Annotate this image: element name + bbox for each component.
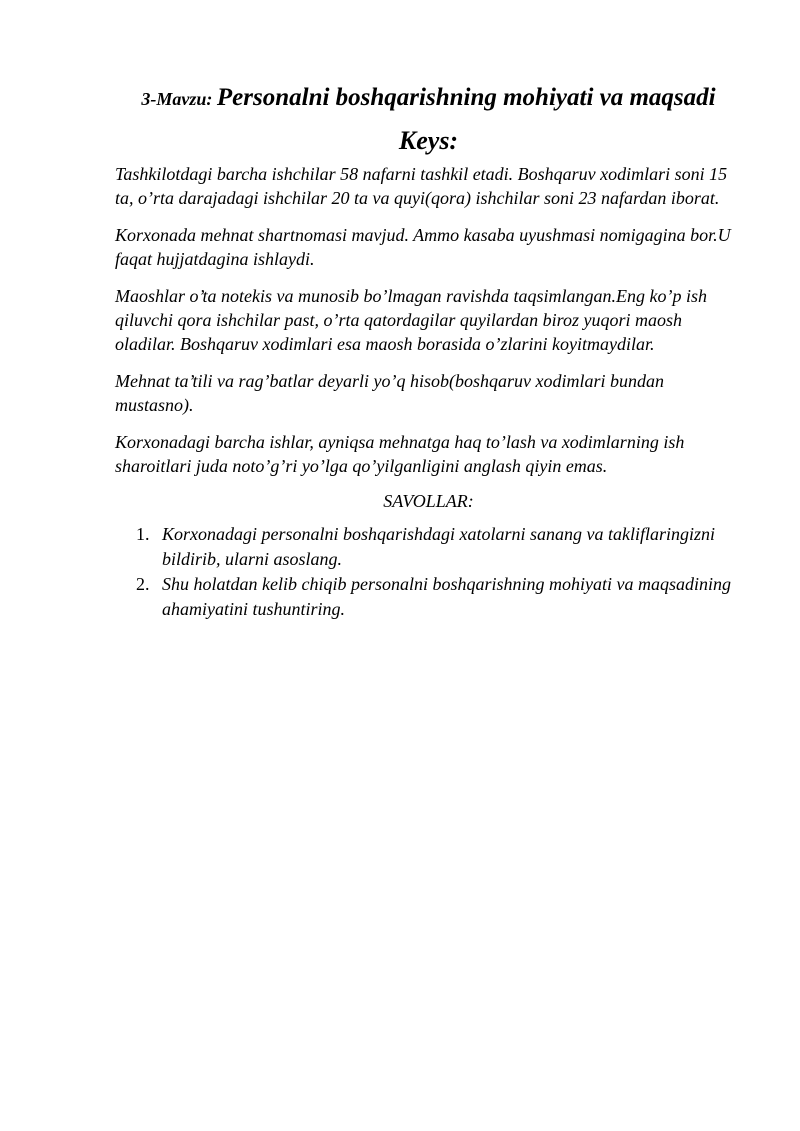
questions-list (115, 522, 742, 621)
case-paragraph: Korxonada mehnat shartnomasi mavjud. Ammo kasaba uyushmasi nomigagina bor.U faqat hujjatdagina ishlaydi. (115, 224, 731, 270)
question-number: 2. (136, 574, 150, 595)
questions-heading: SAVOLLAR: (383, 491, 474, 512)
question-item (114, 572, 742, 621)
question-text: Shu holatdan kelib chiqib personalni boshqarishning mohiyati va maqsadining ahamiyatini tushuntiring. (162, 574, 731, 619)
case-paragraph: Tashkilotdagi barcha ishchilar 58 nafarni tashkil etadi. Boshqaruv xodimlari soni 15 ta, o’rta darajadagi ishchilar 20 ta va quyi(qora) ishchilar soni 23 nafardan iborat. (115, 164, 728, 209)
question-text: Korxonadagi personalni boshqarishdagi xatolarni sanang va takliflaringizni bildirib, ularni asoslang. (162, 524, 716, 569)
topic-title (115, 0, 742, 115)
topic-title-text: Personalni boshqarishning mohiyati va maqsadi (216, 84, 716, 111)
case-paragraph: Korxonadagi barcha ishlar, ayniqsa mehnatga haq to’lash va xodimlarning ish sharoitlari juda noto’g’ri yo’lga qo’yilganligini anglash qiyin emas. (115, 431, 685, 477)
case-paragraph: Maoshlar o’ta notekis va munosib bo’lmagan ravishda taqsimlangan.Eng ko’p ish qiluvchi qora ishchilar past, o’rta qatordagilar quyilardan biroz yuqori maosh oladilar. Boshqaruv xodimlari esa maosh borasida o’zlarini koyitmaydilar. (115, 285, 707, 355)
question-item (114, 522, 742, 571)
case-label: Keys: (398, 126, 459, 155)
topic-prefix: 3-Mavzu: (141, 89, 217, 109)
question-number: 1. (136, 524, 150, 545)
case-paragraph: Mehnat ta’tili va rag’batlar deyarli yo’q hisob(boshqaruv xodimlari bundan mustasno). (115, 370, 664, 416)
